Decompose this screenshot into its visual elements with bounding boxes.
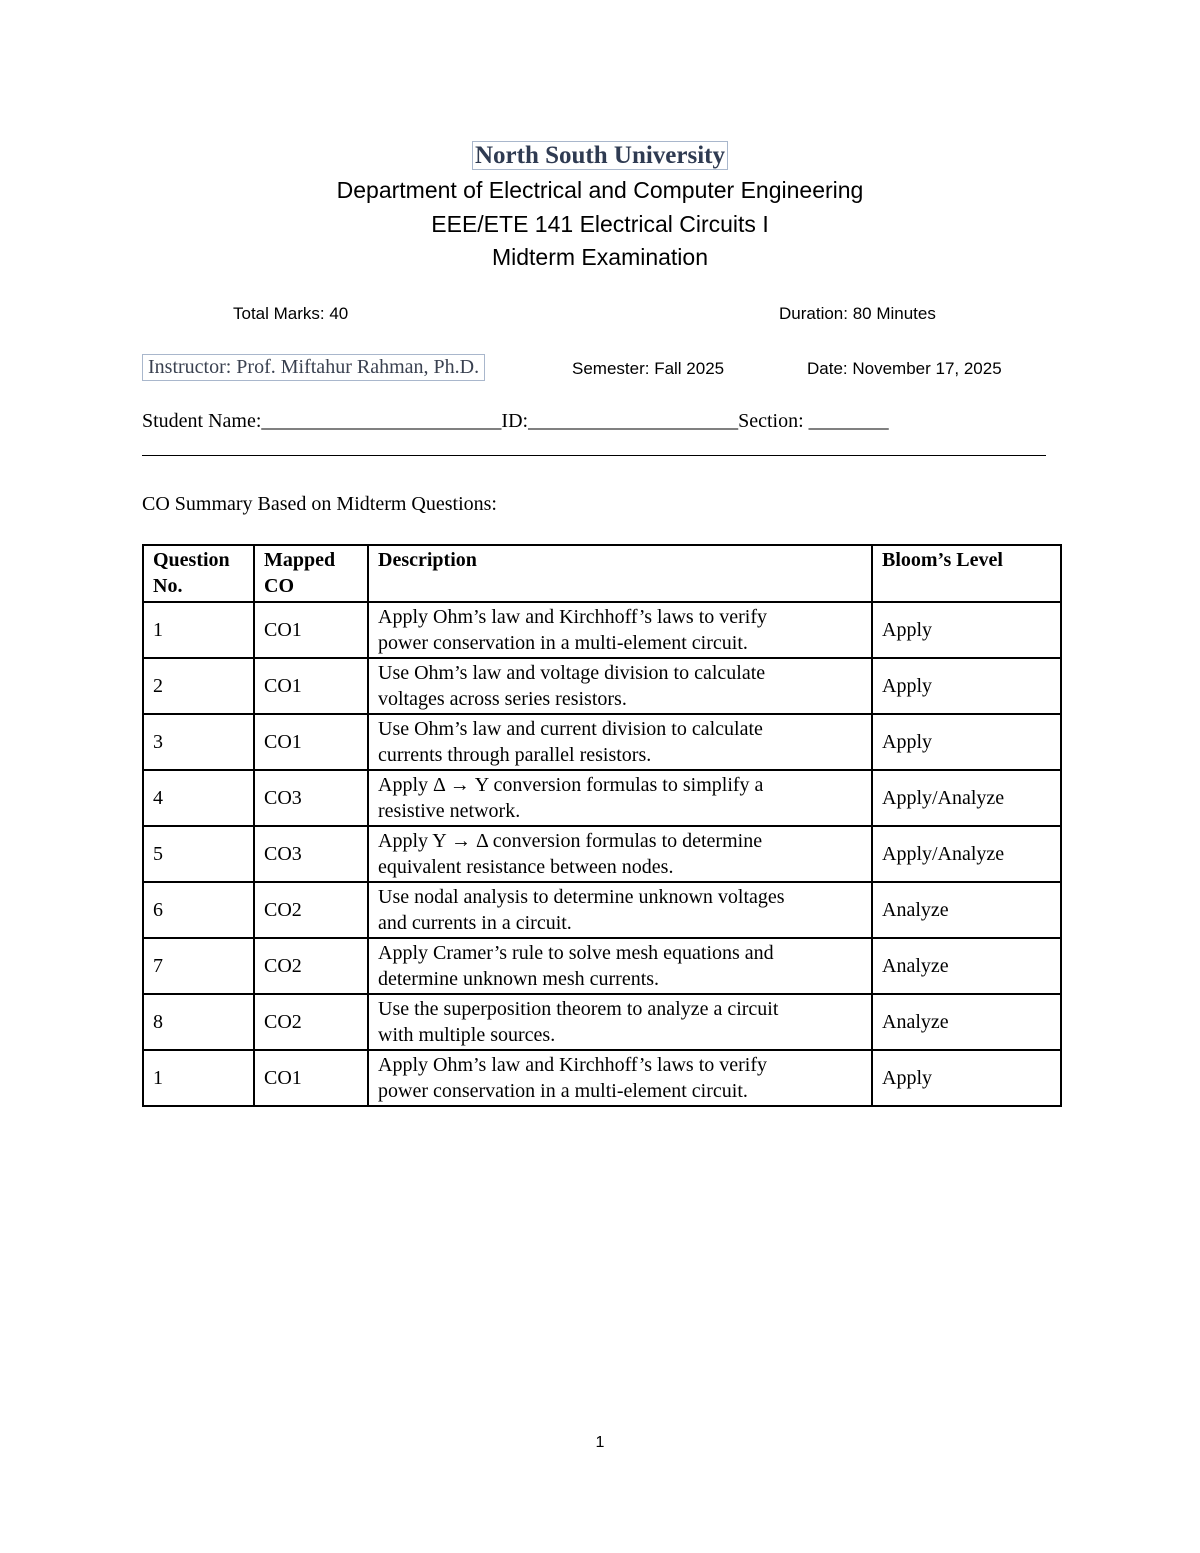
- description-line: currents through parallel resistors.: [378, 743, 652, 766]
- exam-duration: Duration: 80 Minutes: [779, 304, 936, 323]
- description-cell: [368, 770, 872, 826]
- table-row: [143, 882, 1061, 938]
- question-number-cell: 1: [143, 602, 254, 658]
- co-summary-heading: CO Summary Based on Midterm Questions:: [142, 493, 497, 515]
- blooms-level-cell: Apply: [872, 602, 1061, 658]
- university-name: North South University: [472, 141, 728, 170]
- description-line: Apply Ohm’s law and Kirchhoff’s laws to verify: [378, 1053, 768, 1076]
- mapped-co-cell: CO2: [254, 882, 368, 938]
- table-row: [143, 1050, 1061, 1106]
- question-number-cell: 2: [143, 658, 254, 714]
- total-marks: Total Marks: 40: [233, 304, 349, 323]
- blooms-level-cell: Apply: [872, 1050, 1061, 1106]
- header-blooms-level: Bloom’s Level: [872, 545, 1061, 602]
- department-title: Department of Electrical and Computer Engineering: [336, 177, 864, 203]
- description-line: and currents in a circuit.: [378, 911, 572, 934]
- description-cell: [368, 882, 872, 938]
- blooms-level-cell: Analyze: [872, 882, 1061, 938]
- description-line: Apply Ohm’s law and Kirchhoff’s laws to verify: [378, 605, 768, 628]
- description-line: determine unknown mesh currents.: [378, 967, 660, 990]
- blooms-level-cell: Analyze: [872, 938, 1061, 994]
- description-cell: [368, 714, 872, 770]
- table-row: [143, 994, 1061, 1050]
- mapped-co-cell: CO2: [254, 938, 368, 994]
- table-row: [143, 602, 1061, 658]
- divider-line: [142, 455, 1046, 456]
- description-cell: [368, 658, 872, 714]
- table-header-row: [143, 545, 1061, 602]
- description-line: Use Ohm’s law and voltage division to calculate: [378, 661, 766, 684]
- table-body: [143, 602, 1061, 1106]
- question-number-cell: 5: [143, 826, 254, 882]
- header-question-line1: Question: [153, 549, 230, 571]
- table-row: [143, 826, 1061, 882]
- header-description: Description: [368, 545, 872, 602]
- description-line: Apply Y → Δ conversion formulas to determine: [378, 829, 763, 852]
- course-title: EEE/ETE 141 Electrical Circuits I: [431, 211, 769, 237]
- header-co-line1: Mapped: [264, 549, 336, 571]
- question-number-cell: 3: [143, 714, 254, 770]
- description-line: with multiple sources.: [378, 1023, 556, 1046]
- question-number-cell: 8: [143, 994, 254, 1050]
- description-cell: [368, 602, 872, 658]
- question-number-cell: 1: [143, 1050, 254, 1106]
- description-line: Use Ohm’s law and current division to calculate: [378, 717, 763, 740]
- question-number-cell: 7: [143, 938, 254, 994]
- table-row: [143, 938, 1061, 994]
- exam-title: Midterm Examination: [491, 244, 709, 270]
- university-title: [0, 142, 1200, 170]
- mapped-co-cell: CO1: [254, 602, 368, 658]
- mapped-co-cell: CO1: [254, 1050, 368, 1106]
- description-line: resistive network.: [378, 799, 521, 822]
- question-number-cell: 6: [143, 882, 254, 938]
- table-row: [143, 658, 1061, 714]
- description-line: power conservation in a multi-element circuit.: [378, 1079, 748, 1102]
- header-question-no: [143, 545, 254, 602]
- table-row: [143, 714, 1061, 770]
- description-line: Use nodal analysis to determine unknown voltages: [378, 885, 785, 908]
- header-question-line2: No.: [153, 575, 183, 597]
- mapped-co-cell: CO1: [254, 714, 368, 770]
- description-cell: [368, 826, 872, 882]
- header-co-line2: CO: [264, 575, 294, 597]
- mapped-co-cell: CO2: [254, 994, 368, 1050]
- student-info-line: Student Name:________________________ID:_____________________Section: ________: [142, 410, 889, 432]
- description-line: Apply Δ → Y conversion formulas to simplify a: [378, 773, 764, 796]
- blooms-level-cell: Apply: [872, 714, 1061, 770]
- exam-date: Date: November 17, 2025: [807, 359, 1002, 378]
- description-line: Apply Cramer’s rule to solve mesh equations and: [378, 941, 774, 964]
- table-row: [143, 770, 1061, 826]
- mapped-co-cell: CO3: [254, 826, 368, 882]
- description-line: power conservation in a multi-element circuit.: [378, 631, 748, 654]
- mapped-co-cell: CO3: [254, 770, 368, 826]
- blooms-level-cell: Apply/Analyze: [872, 770, 1061, 826]
- blooms-level-cell: Apply/Analyze: [872, 826, 1061, 882]
- description-line: Use the superposition theorem to analyze a circuit: [378, 997, 779, 1020]
- header-mapped-co: [254, 545, 368, 602]
- instructor-name: Instructor: Prof. Miftahur Rahman, Ph.D.: [142, 354, 485, 381]
- description-line: equivalent resistance between nodes.: [378, 855, 674, 878]
- question-number-cell: 4: [143, 770, 254, 826]
- semester: Semester: Fall 2025: [572, 359, 725, 378]
- description-cell: [368, 1050, 872, 1106]
- page-number: 1: [595, 1434, 605, 1451]
- blooms-level-cell: Apply: [872, 658, 1061, 714]
- blooms-level-cell: Analyze: [872, 994, 1061, 1050]
- mapped-co-cell: CO1: [254, 658, 368, 714]
- description-cell: [368, 994, 872, 1050]
- description-line: voltages across series resistors.: [378, 687, 627, 710]
- co-summary-table: [142, 544, 1062, 1107]
- description-cell: [368, 938, 872, 994]
